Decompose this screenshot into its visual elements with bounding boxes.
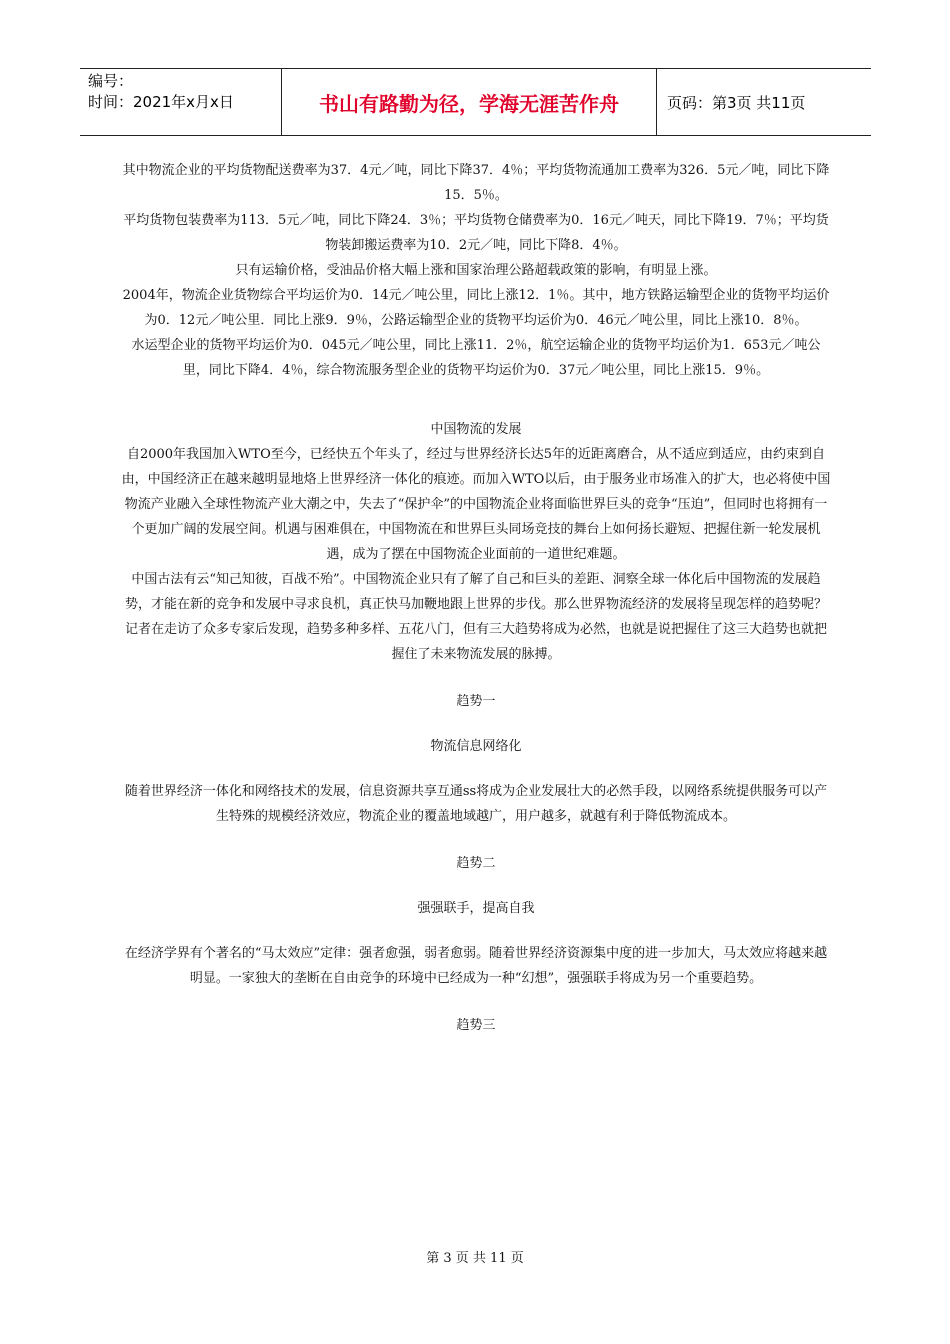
- paragraph: 中国古法有云“知己知彼，百战不殆”。中国物流企业只有了解了自己和巨头的差距、洞察全球一体化后中国物流的发展趋势，才能在新的竞争和发展中寻求良机，真正快马加鞭地跟上世界的步伐。那么世界物流经济的发展将呈现怎样的趋势呢？记者在走访了众多专家后发现，趋势多种多样、五花八门，但有三大趋势将成为必然，也就是说把握住了这三大趋势也就把握住了未来物流发展的脉搏。: [124, 572, 827, 662]
- page-header: [80, 68, 871, 136]
- paragraph: 自2000年我国加入WTO至今，已经快五个年头了，经过与世界经济长达5年的近距离磨合，从不适应到适应，由约束到自由，中国经济正在越来越明显地烙上世界经济一体化的痕迹。而加入WTO以后，由于服务业市场准入的扩大，也必将使中国物流产业融入全球性物流产业大潮之中，失去了“保护伞”的中国物流企业将面临世界巨头的竞争“压迫”，但同时也将拥有一个更加广阔的发展空间。机遇与困难俱在，中国物流在和世界巨头同场竞技的舞台上如何扬长避短、把握住新一轮发展机遇，成为了摆在中国物流企业面前的一道世纪难题。: [121, 447, 831, 562]
- document-body: [120, 158, 832, 1038]
- trend-label: 趋势一: [456, 694, 496, 709]
- paragraph: 平均货物包装费率为113．5元／吨，同比下降24．3％；平均货物仓储费率为0．16元／吨天，同比下降19．7％；平均货物装卸搬运费率为10．2元／吨，同比下降8．4％。: [123, 213, 829, 253]
- paragraph: 在经济学界有个著名的“马太效应”定律：强者愈强，弱者愈弱。随着世界经济资源集中度的进一步加大，马太效应将越来越明显。一家独大的垄断在自由竞争的环境中已经成为一种“幻想”，强强联手将成为另一个重要趋势。: [124, 946, 828, 986]
- paragraph: 水运型企业的货物平均运价为0．045元／吨公里，同比上涨11．2％，航空运输企业的货物平均运价为1．653元／吨公里，同比下降4．4％，综合物流服务型企业的货物平均运价为0．37元／吨公里，同比上涨15．9％。: [131, 338, 821, 378]
- page-footer: 第 3 页 共 11 页: [426, 1251, 524, 1266]
- paragraph: 只有运输价格，受油品价格大幅上涨和国家治理公路超载政策的影响，有明显上涨。: [235, 263, 717, 278]
- trend-title: 强强联手，提高自我: [417, 901, 535, 916]
- header-page-info: 页码：第3页 共11页: [667, 93, 806, 112]
- trend-label: 趋势二: [456, 856, 496, 871]
- document-date: 时间：2021年x月x日: [88, 93, 234, 111]
- trend-label: 趋势三: [456, 1018, 496, 1033]
- section-heading: 中国物流的发展: [430, 422, 522, 437]
- header-meta: [80, 69, 282, 135]
- paragraph: 2004年，物流企业货物综合平均运价为0．14元／吨公里，同比上涨12．1％。其中，地方铁路运输型企业的货物平均运价为0．12元／吨公里．同比上涨9．9％，公路运输型企业的货物平均运价为0．46元／吨公里，同比上涨10．8％。: [122, 288, 830, 328]
- paragraph: 其中物流企业的平均货物配送费率为37．4元／吨，同比下降37．4％；平均货物流通加工费率为326．5元／吨，同比下降15．5％。: [122, 163, 830, 203]
- document-number-label: 编号：: [88, 72, 134, 90]
- paragraph: 随着世界经济一体化和网络技术的发展，信息资源共享互通ss将成为企业发展壮大的必然手段，以网络系统提供服务可以产生特殊的规模经济效应，物流企业的覆盖地域越广，用户越多，就越有利于降低物流成本。: [124, 784, 828, 824]
- header-motto: 书山有路勤为径，学海无涯苦作舟: [282, 69, 657, 135]
- trend-title: 物流信息网络化: [430, 739, 522, 754]
